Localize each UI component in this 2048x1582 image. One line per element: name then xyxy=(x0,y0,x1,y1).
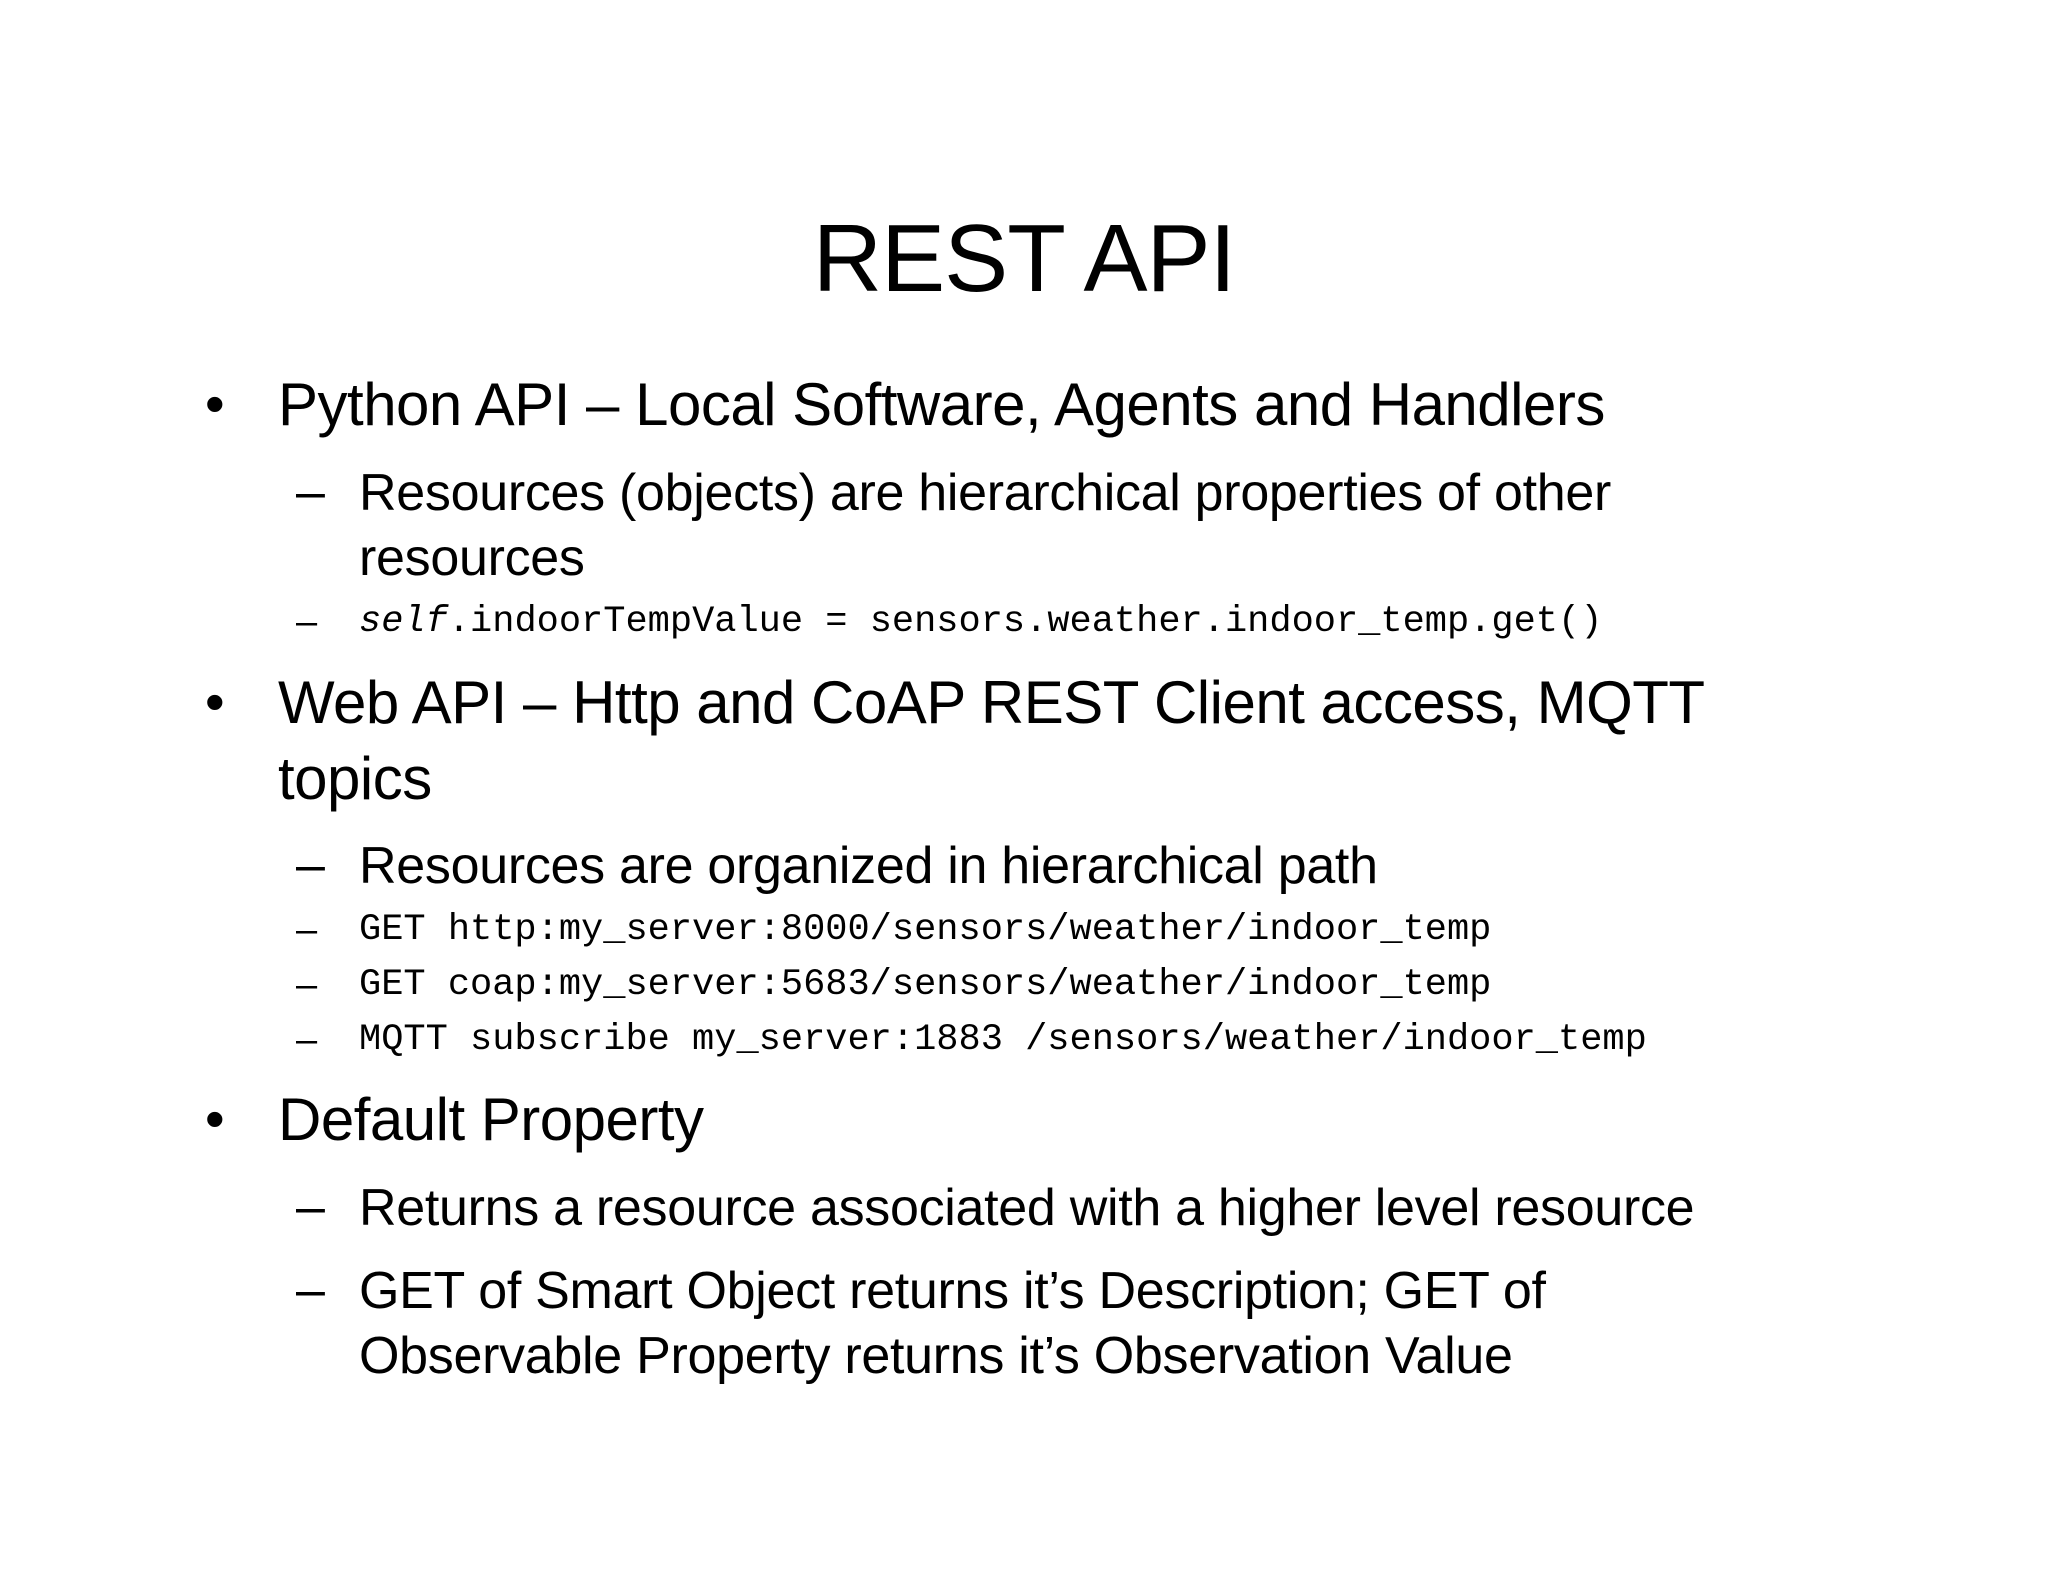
dash-icon: – xyxy=(296,1019,318,1061)
dash-icon: – xyxy=(296,836,325,894)
dash-icon: – xyxy=(296,964,318,1006)
bullet-icon: • xyxy=(205,372,225,435)
code-http-get: GET http:my_server:8000/sensors/weather/indoor_temp xyxy=(359,909,1492,951)
section-default-property: Default Property xyxy=(278,1086,704,1153)
code-mqtt-subscribe: MQTT subscribe my_server:1883 /sensors/weather/indoor_temp xyxy=(359,1019,1647,1061)
dash-icon: – xyxy=(296,601,318,643)
subitem-returns-resource: Returns a resource associated with a higher level resource xyxy=(359,1179,1695,1237)
subitem-resources-objects-line1: Resources (objects) are hierarchical properties of other xyxy=(359,464,1611,522)
dash-icon: – xyxy=(296,463,325,521)
subitem-get-smart-object-line2: Observable Property returns it’s Observation Value xyxy=(359,1327,1513,1385)
dash-icon: – xyxy=(296,1261,325,1319)
dash-icon: – xyxy=(296,1178,325,1236)
bullet-icon: • xyxy=(205,670,225,733)
bullet-icon: • xyxy=(205,1087,225,1150)
code-coap-get: GET coap:my_server:5683/sensors/weather/indoor_temp xyxy=(359,964,1492,1006)
subitem-get-smart-object-line1: GET of Smart Object returns it’s Description; GET of xyxy=(359,1262,1546,1320)
code-python-rest: .indoorTempValue = sensors.weather.indoor_temp.get() xyxy=(447,601,1603,643)
code-self-keyword: self xyxy=(359,601,448,643)
section-web-api-line1: Web API – Http and CoAP REST Client access, MQTT xyxy=(278,669,1705,736)
section-python-api: Python API – Local Software, Agents and Handlers xyxy=(278,371,1605,438)
code-python-example xyxy=(359,600,1602,644)
slide-title: REST API xyxy=(812,205,1236,312)
dash-icon: – xyxy=(296,909,318,951)
subitem-resources-objects-line2: resources xyxy=(359,529,585,587)
section-web-api-line2: topics xyxy=(278,745,432,812)
subitem-hierarchical-path: Resources are organized in hierarchical path xyxy=(359,837,1378,895)
